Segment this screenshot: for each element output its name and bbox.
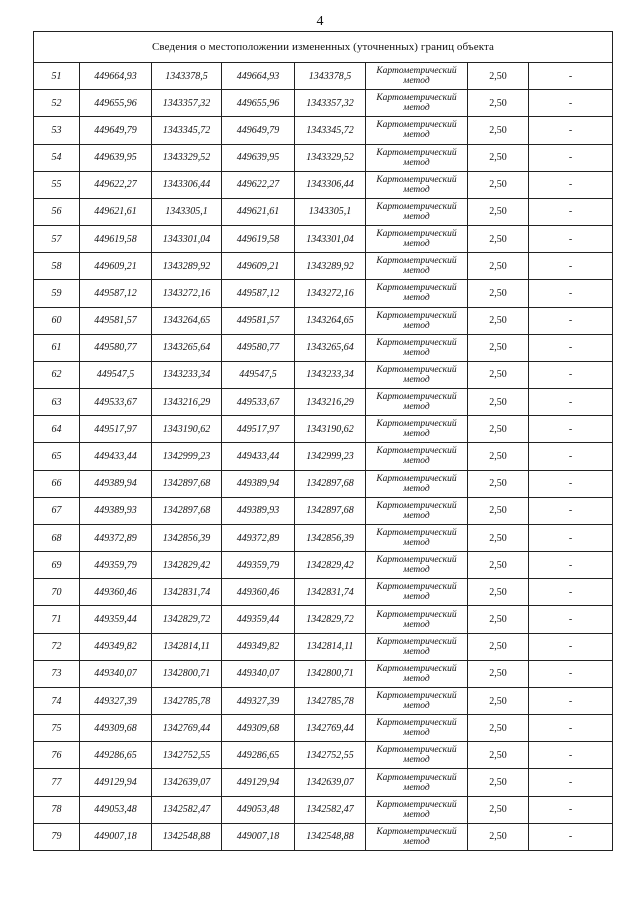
existing-x-cell: 449359,44 xyxy=(80,606,152,633)
point-number-cell: 62 xyxy=(34,361,80,388)
formula-cell: - xyxy=(529,796,613,823)
existing-x-cell: 449129,94 xyxy=(80,769,152,796)
accuracy-cell: 2,50 xyxy=(468,280,529,307)
existing-x-cell: 449517,97 xyxy=(80,416,152,443)
existing-y-cell: 1343357,32 xyxy=(152,90,222,117)
method-cell: Картометрический метод xyxy=(366,144,468,171)
existing-y-cell: 1342856,39 xyxy=(152,524,222,551)
table-row xyxy=(34,226,613,253)
point-number-cell: 53 xyxy=(34,117,80,144)
method-cell: Картометрический метод xyxy=(366,715,468,742)
formula-cell: - xyxy=(529,497,613,524)
existing-x-cell: 449340,07 xyxy=(80,660,152,687)
existing-x-cell: 449580,77 xyxy=(80,334,152,361)
new-y-cell: 1343265,64 xyxy=(295,334,366,361)
new-y-cell: 1342785,78 xyxy=(295,687,366,714)
formula-cell: - xyxy=(529,660,613,687)
existing-y-cell: 1342897,68 xyxy=(152,470,222,497)
point-number-cell: 60 xyxy=(34,307,80,334)
existing-y-cell: 1343190,62 xyxy=(152,416,222,443)
existing-y-cell: 1342814,11 xyxy=(152,633,222,660)
existing-y-cell: 1342752,55 xyxy=(152,742,222,769)
accuracy-cell: 2,50 xyxy=(468,524,529,551)
accuracy-cell: 2,50 xyxy=(468,633,529,660)
point-number-cell: 52 xyxy=(34,90,80,117)
table-row xyxy=(34,579,613,606)
method-cell: Картометрический метод xyxy=(366,334,468,361)
formula-cell: - xyxy=(529,579,613,606)
new-y-cell: 1342548,88 xyxy=(295,823,366,850)
method-cell: Картометрический метод xyxy=(366,796,468,823)
existing-y-cell: 1342831,74 xyxy=(152,579,222,606)
formula-cell: - xyxy=(529,470,613,497)
formula-cell: - xyxy=(529,389,613,416)
accuracy-cell: 2,50 xyxy=(468,552,529,579)
point-number-cell: 61 xyxy=(34,334,80,361)
formula-cell: - xyxy=(529,144,613,171)
method-cell: Картометрический метод xyxy=(366,280,468,307)
point-number-cell: 76 xyxy=(34,742,80,769)
method-cell: Картометрический метод xyxy=(366,742,468,769)
new-y-cell: 1343216,29 xyxy=(295,389,366,416)
existing-y-cell: 1343264,65 xyxy=(152,307,222,334)
new-y-cell: 1343306,44 xyxy=(295,171,366,198)
new-x-cell: 449372,89 xyxy=(222,524,295,551)
existing-y-cell: 1342785,78 xyxy=(152,687,222,714)
accuracy-cell: 2,50 xyxy=(468,361,529,388)
method-cell: Картометрический метод xyxy=(366,769,468,796)
method-cell: Картометрический метод xyxy=(366,307,468,334)
point-number-cell: 63 xyxy=(34,389,80,416)
accuracy-cell: 2,50 xyxy=(468,660,529,687)
existing-x-cell: 449619,58 xyxy=(80,226,152,253)
point-number-cell: 78 xyxy=(34,796,80,823)
new-x-cell: 449547,5 xyxy=(222,361,295,388)
method-cell: Картометрический метод xyxy=(366,63,468,90)
new-x-cell: 449581,57 xyxy=(222,307,295,334)
new-y-cell: 1342639,07 xyxy=(295,769,366,796)
new-x-cell: 449007,18 xyxy=(222,823,295,850)
accuracy-cell: 2,50 xyxy=(468,226,529,253)
new-x-cell: 449327,39 xyxy=(222,687,295,714)
point-number-cell: 67 xyxy=(34,497,80,524)
table-row xyxy=(34,198,613,225)
new-y-cell: 1342897,68 xyxy=(295,497,366,524)
method-cell: Картометрический метод xyxy=(366,823,468,850)
table-row xyxy=(34,334,613,361)
existing-x-cell: 449389,94 xyxy=(80,470,152,497)
new-x-cell: 449340,07 xyxy=(222,660,295,687)
accuracy-cell: 2,50 xyxy=(468,715,529,742)
point-number-cell: 55 xyxy=(34,171,80,198)
new-y-cell: 1343264,65 xyxy=(295,307,366,334)
accuracy-cell: 2,50 xyxy=(468,579,529,606)
table-row xyxy=(34,117,613,144)
formula-cell: - xyxy=(529,552,613,579)
new-y-cell: 1343233,34 xyxy=(295,361,366,388)
table-row xyxy=(34,470,613,497)
existing-x-cell: 449533,67 xyxy=(80,389,152,416)
accuracy-cell: 2,50 xyxy=(468,334,529,361)
table-row xyxy=(34,524,613,551)
point-number-cell: 71 xyxy=(34,606,80,633)
new-x-cell: 449587,12 xyxy=(222,280,295,307)
table-row xyxy=(34,742,613,769)
existing-y-cell: 1343305,1 xyxy=(152,198,222,225)
existing-x-cell: 449621,61 xyxy=(80,198,152,225)
accuracy-cell: 2,50 xyxy=(468,144,529,171)
point-number-cell: 79 xyxy=(34,823,80,850)
page-number: 4 xyxy=(316,14,324,29)
table-row xyxy=(34,660,613,687)
new-y-cell: 1342814,11 xyxy=(295,633,366,660)
existing-y-cell: 1343306,44 xyxy=(152,171,222,198)
point-number-cell: 66 xyxy=(34,470,80,497)
method-cell: Картометрический метод xyxy=(366,633,468,660)
existing-y-cell: 1342769,44 xyxy=(152,715,222,742)
point-number-cell: 57 xyxy=(34,226,80,253)
existing-x-cell: 449649,79 xyxy=(80,117,152,144)
new-y-cell: 1342856,39 xyxy=(295,524,366,551)
new-y-cell: 1342897,68 xyxy=(295,470,366,497)
formula-cell: - xyxy=(529,307,613,334)
table-row xyxy=(34,280,613,307)
formula-cell: - xyxy=(529,524,613,551)
formula-cell: - xyxy=(529,198,613,225)
formula-cell: - xyxy=(529,823,613,850)
new-x-cell: 449129,94 xyxy=(222,769,295,796)
formula-cell: - xyxy=(529,171,613,198)
existing-y-cell: 1342897,68 xyxy=(152,497,222,524)
table-row xyxy=(34,769,613,796)
new-x-cell: 449639,95 xyxy=(222,144,295,171)
new-y-cell: 1343305,1 xyxy=(295,198,366,225)
existing-x-cell: 449664,93 xyxy=(80,63,152,90)
point-number-cell: 51 xyxy=(34,63,80,90)
table-row xyxy=(34,361,613,388)
point-number-cell: 77 xyxy=(34,769,80,796)
point-number-cell: 54 xyxy=(34,144,80,171)
existing-x-cell: 449309,68 xyxy=(80,715,152,742)
table-row xyxy=(34,606,613,633)
table-row xyxy=(34,416,613,443)
existing-y-cell: 1342999,23 xyxy=(152,443,222,470)
existing-y-cell: 1342829,42 xyxy=(152,552,222,579)
accuracy-cell: 2,50 xyxy=(468,497,529,524)
new-x-cell: 449360,46 xyxy=(222,579,295,606)
accuracy-cell: 2,50 xyxy=(468,198,529,225)
new-y-cell: 1342752,55 xyxy=(295,742,366,769)
formula-cell: - xyxy=(529,443,613,470)
table-row xyxy=(34,253,613,280)
method-cell: Картометрический метод xyxy=(366,470,468,497)
accuracy-cell: 2,50 xyxy=(468,307,529,334)
table-row xyxy=(34,144,613,171)
new-y-cell: 1342582,47 xyxy=(295,796,366,823)
new-y-cell: 1343345,72 xyxy=(295,117,366,144)
new-x-cell: 449580,77 xyxy=(222,334,295,361)
existing-y-cell: 1343329,52 xyxy=(152,144,222,171)
existing-x-cell: 449547,5 xyxy=(80,361,152,388)
new-y-cell: 1343378,5 xyxy=(295,63,366,90)
new-y-cell: 1343289,92 xyxy=(295,253,366,280)
accuracy-cell: 2,50 xyxy=(468,90,529,117)
new-y-cell: 1342800,71 xyxy=(295,660,366,687)
new-x-cell: 449655,96 xyxy=(222,90,295,117)
new-x-cell: 449286,65 xyxy=(222,742,295,769)
new-x-cell: 449622,27 xyxy=(222,171,295,198)
new-x-cell: 449619,58 xyxy=(222,226,295,253)
table-row xyxy=(34,715,613,742)
accuracy-cell: 2,50 xyxy=(468,416,529,443)
new-x-cell: 449359,79 xyxy=(222,552,295,579)
accuracy-cell: 2,50 xyxy=(468,63,529,90)
table-row xyxy=(34,796,613,823)
existing-x-cell: 449007,18 xyxy=(80,823,152,850)
new-y-cell: 1342829,72 xyxy=(295,606,366,633)
accuracy-cell: 2,50 xyxy=(468,796,529,823)
existing-x-cell: 449327,39 xyxy=(80,687,152,714)
new-y-cell: 1343272,16 xyxy=(295,280,366,307)
existing-y-cell: 1343289,92 xyxy=(152,253,222,280)
existing-y-cell: 1342829,72 xyxy=(152,606,222,633)
existing-x-cell: 449389,93 xyxy=(80,497,152,524)
existing-x-cell: 449372,89 xyxy=(80,524,152,551)
method-cell: Картометрический метод xyxy=(366,253,468,280)
method-cell: Картометрический метод xyxy=(366,416,468,443)
new-x-cell: 449433,44 xyxy=(222,443,295,470)
method-cell: Картометрический метод xyxy=(366,90,468,117)
point-number-cell: 56 xyxy=(34,198,80,225)
table-row xyxy=(34,552,613,579)
formula-cell: - xyxy=(529,416,613,443)
table-row xyxy=(34,389,613,416)
new-x-cell: 449389,94 xyxy=(222,470,295,497)
existing-x-cell: 449639,95 xyxy=(80,144,152,171)
point-number-cell: 74 xyxy=(34,687,80,714)
new-x-cell: 449349,82 xyxy=(222,633,295,660)
method-cell: Картометрический метод xyxy=(366,660,468,687)
table-row xyxy=(34,687,613,714)
formula-cell: - xyxy=(529,226,613,253)
method-cell: Картометрический метод xyxy=(366,198,468,225)
existing-x-cell: 449655,96 xyxy=(80,90,152,117)
new-x-cell: 449309,68 xyxy=(222,715,295,742)
new-x-cell: 449664,93 xyxy=(222,63,295,90)
existing-y-cell: 1342639,07 xyxy=(152,769,222,796)
new-x-cell: 449053,48 xyxy=(222,796,295,823)
existing-y-cell: 1343301,04 xyxy=(152,226,222,253)
accuracy-cell: 2,50 xyxy=(468,687,529,714)
existing-x-cell: 449053,48 xyxy=(80,796,152,823)
formula-cell: - xyxy=(529,63,613,90)
new-x-cell: 449533,67 xyxy=(222,389,295,416)
existing-y-cell: 1343216,29 xyxy=(152,389,222,416)
new-y-cell: 1343329,52 xyxy=(295,144,366,171)
formula-cell: - xyxy=(529,117,613,144)
existing-x-cell: 449622,27 xyxy=(80,171,152,198)
existing-x-cell: 449581,57 xyxy=(80,307,152,334)
accuracy-cell: 2,50 xyxy=(468,117,529,144)
new-y-cell: 1342999,23 xyxy=(295,443,366,470)
point-number-cell: 58 xyxy=(34,253,80,280)
accuracy-cell: 2,50 xyxy=(468,389,529,416)
existing-y-cell: 1343272,16 xyxy=(152,280,222,307)
formula-cell: - xyxy=(529,742,613,769)
formula-cell: - xyxy=(529,715,613,742)
accuracy-cell: 2,50 xyxy=(468,171,529,198)
point-number-cell: 75 xyxy=(34,715,80,742)
method-cell: Картометрический метод xyxy=(366,443,468,470)
table-title: Сведения о местоположении измененных (уточненных) границ объекта xyxy=(34,32,613,63)
accuracy-cell: 2,50 xyxy=(468,470,529,497)
method-cell: Картометрический метод xyxy=(366,171,468,198)
existing-x-cell: 449433,44 xyxy=(80,443,152,470)
table-row xyxy=(34,497,613,524)
formula-cell: - xyxy=(529,606,613,633)
new-y-cell: 1343301,04 xyxy=(295,226,366,253)
existing-x-cell: 449349,82 xyxy=(80,633,152,660)
accuracy-cell: 2,50 xyxy=(468,443,529,470)
new-x-cell: 449517,97 xyxy=(222,416,295,443)
formula-cell: - xyxy=(529,253,613,280)
method-cell: Картометрический метод xyxy=(366,389,468,416)
existing-x-cell: 449609,21 xyxy=(80,253,152,280)
table-title-row xyxy=(34,32,613,63)
method-cell: Картометрический метод xyxy=(366,552,468,579)
accuracy-cell: 2,50 xyxy=(468,606,529,633)
table-row xyxy=(34,823,613,850)
formula-cell: - xyxy=(529,361,613,388)
new-y-cell: 1342829,42 xyxy=(295,552,366,579)
point-number-cell: 73 xyxy=(34,660,80,687)
table-row xyxy=(34,63,613,90)
formula-cell: - xyxy=(529,687,613,714)
point-number-cell: 64 xyxy=(34,416,80,443)
method-cell: Картометрический метод xyxy=(366,117,468,144)
method-cell: Картометрический метод xyxy=(366,226,468,253)
new-x-cell: 449649,79 xyxy=(222,117,295,144)
point-number-cell: 68 xyxy=(34,524,80,551)
table-row xyxy=(34,633,613,660)
accuracy-cell: 2,50 xyxy=(468,742,529,769)
formula-cell: - xyxy=(529,633,613,660)
new-x-cell: 449389,93 xyxy=(222,497,295,524)
formula-cell: - xyxy=(529,280,613,307)
table-row xyxy=(34,90,613,117)
accuracy-cell: 2,50 xyxy=(468,823,529,850)
formula-cell: - xyxy=(529,769,613,796)
new-y-cell: 1343190,62 xyxy=(295,416,366,443)
method-cell: Картометрический метод xyxy=(366,497,468,524)
method-cell: Картометрический метод xyxy=(366,687,468,714)
existing-x-cell: 449286,65 xyxy=(80,742,152,769)
point-number-cell: 72 xyxy=(34,633,80,660)
existing-y-cell: 1342800,71 xyxy=(152,660,222,687)
existing-x-cell: 449359,79 xyxy=(80,552,152,579)
method-cell: Картометрический метод xyxy=(366,579,468,606)
existing-y-cell: 1343378,5 xyxy=(152,63,222,90)
formula-cell: - xyxy=(529,90,613,117)
boundary-coordinates-table xyxy=(33,31,613,851)
formula-cell: - xyxy=(529,334,613,361)
new-x-cell: 449609,21 xyxy=(222,253,295,280)
accuracy-cell: 2,50 xyxy=(468,769,529,796)
point-number-cell: 59 xyxy=(34,280,80,307)
point-number-cell: 65 xyxy=(34,443,80,470)
existing-y-cell: 1343233,34 xyxy=(152,361,222,388)
table-row xyxy=(34,171,613,198)
new-y-cell: 1342831,74 xyxy=(295,579,366,606)
accuracy-cell: 2,50 xyxy=(468,253,529,280)
existing-y-cell: 1343265,64 xyxy=(152,334,222,361)
point-number-cell: 70 xyxy=(34,579,80,606)
new-x-cell: 449359,44 xyxy=(222,606,295,633)
existing-x-cell: 449360,46 xyxy=(80,579,152,606)
point-number-cell: 69 xyxy=(34,552,80,579)
new-y-cell: 1343357,32 xyxy=(295,90,366,117)
existing-y-cell: 1342582,47 xyxy=(152,796,222,823)
table-row xyxy=(34,307,613,334)
table-row xyxy=(34,443,613,470)
method-cell: Картометрический метод xyxy=(366,606,468,633)
existing-y-cell: 1342548,88 xyxy=(152,823,222,850)
new-x-cell: 449621,61 xyxy=(222,198,295,225)
method-cell: Картометрический метод xyxy=(366,524,468,551)
method-cell: Картометрический метод xyxy=(366,361,468,388)
new-y-cell: 1342769,44 xyxy=(295,715,366,742)
existing-x-cell: 449587,12 xyxy=(80,280,152,307)
existing-y-cell: 1343345,72 xyxy=(152,117,222,144)
